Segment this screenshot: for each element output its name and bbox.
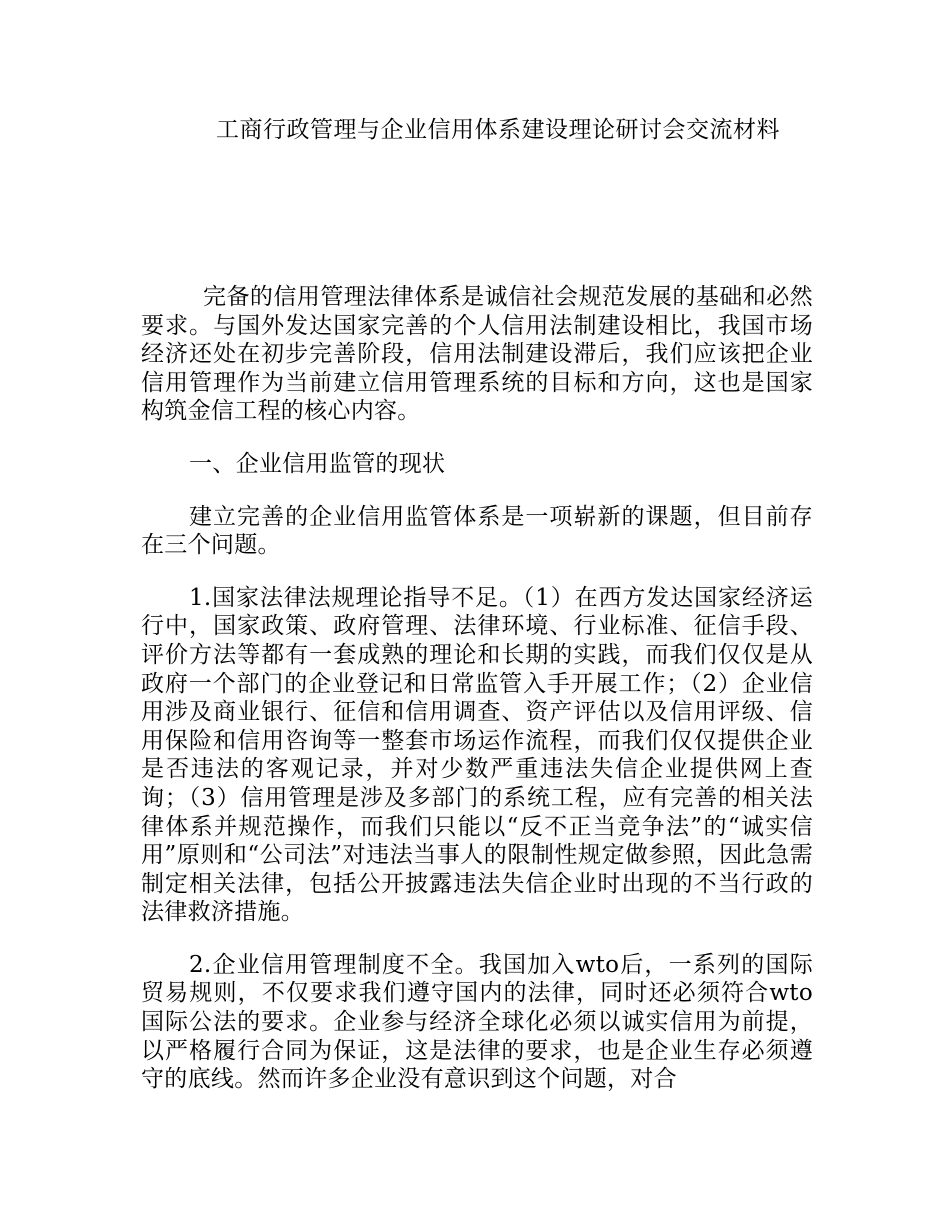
intro-paragraph: 完备的信用管理法律体系是诚信社会规范发展的基础和必然要求。与国外发达国家完善的个人信用法制建设相比，我国市场经济还处在初步完善阶段，信用法制建设滞后，我们应该把企业信用管理作为当前建立信用管理系统的目标和方向，这也是国家构筑金信工程的核心内容。 xyxy=(141,284,813,425)
point-1-paragraph: 1.国家法律法规理论指导不足。（1）在西方发达国家经济运行中，国家政策、政府管理、法律环境、行业标准、征信手段、评价方法等都有一套成熟的理论和长期的实践，而我们仅仅是从政府一个部门的企业登记和日常监管入手开展工作；（2）企业信用涉及商业银行、征信和信用调查、资产评估以及信用评级、信用保险和信用咨询等一整套市场运作流程，而我们仅仅提供企业是否违法的客观记录，并对少数严重违法失信企业提供网上查询；（3）信用管理是涉及多部门的系统工程，应有完善的相关法律体系并规范操作，而我们只能以“反不正当竞争法”的“诚实信用”原则和“公司法”对违法当事人的限制性规定做参照，因此急需制定相关法律，包括公开披露违法失信企业时出现的不当行政的法律救济措施。 xyxy=(141,584,813,926)
section-heading: 一、企业信用监管的现状 xyxy=(189,450,446,477)
point-2-paragraph: 2.企业信用管理制度不全。我国加入wto后，一系列的国际贸易规则，不仅要求我们遵守国内的法律，同时还必须符合wto国际公法的要求。企业参与经济全球化必须以诚实信用为前提，以严格履行合同为保证，这是法律的要求，也是企业生存必须遵守的底线。然而许多企业没有意识到这个问题，对合 xyxy=(141,951,813,1093)
document-title: 工商行政管理与企业信用体系建设理论研讨会交流材料 xyxy=(216,117,780,143)
document-body xyxy=(141,283,813,1118)
section-intro-paragraph: 建立完善的企业信用监管体系是一项崭新的课题，但目前存在三个问题。 xyxy=(141,503,813,559)
